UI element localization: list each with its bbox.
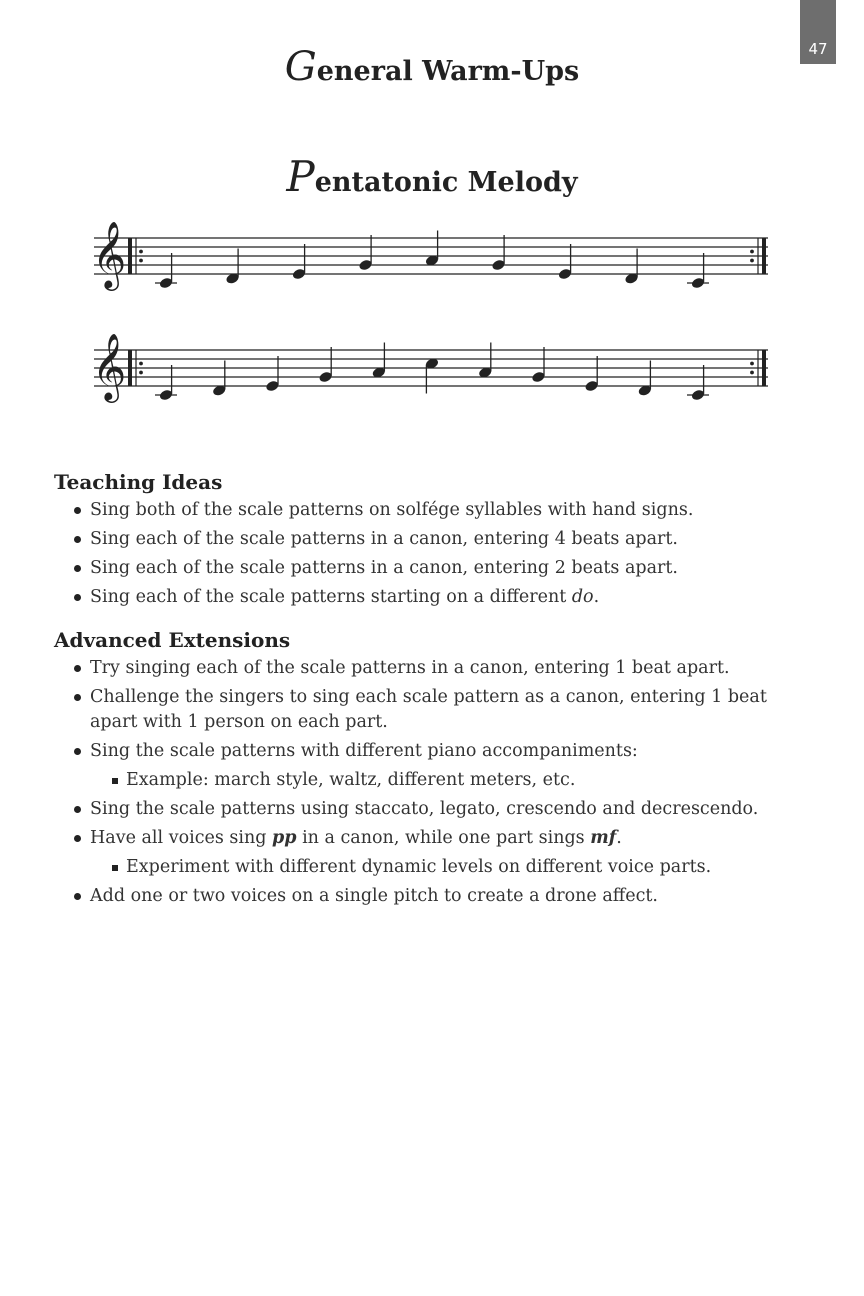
note-C4: [687, 365, 709, 401]
chapter-title-initial: G: [284, 44, 317, 90]
note-A4: [425, 231, 440, 267]
list-item-text: Have all voices sing: [90, 828, 273, 848]
content: [54, 468, 794, 925]
list-item-text-end: .: [593, 587, 600, 607]
note-A4: [478, 343, 493, 379]
list-item: Sing each of the scale patterns in a canon, entering 4 beats apart.: [54, 527, 794, 552]
repeat-dot: [750, 259, 754, 263]
advanced-extensions-heading: Advanced Extensions: [54, 628, 291, 652]
treble-clef-icon: 𝄞: [92, 220, 127, 288]
list-item: [54, 585, 794, 610]
repeat-dot: [139, 362, 143, 366]
section-title-rest: entatonic Melody: [314, 167, 578, 198]
section-title-initial: P: [286, 152, 315, 201]
list-item: Challenge the singers to sing each scale pattern as a canon, entering 1 beat apart with 1 person on each part.: [54, 685, 794, 735]
list-item: [54, 826, 794, 880]
repeat-dot: [139, 250, 143, 254]
list-item-text: Sing each of the scale patterns starting on a different: [90, 587, 572, 607]
note-C4: [687, 253, 709, 289]
note-G4: [358, 235, 373, 271]
list-item: Add one or two voices on a single pitch to create a drone affect.: [54, 884, 794, 909]
note-E4: [265, 356, 280, 392]
repeat-dot: [750, 362, 754, 366]
treble-clef-icon: 𝄞: [92, 332, 127, 400]
note-G4: [318, 347, 333, 383]
list-item: Sing the scale patterns using staccato, legato, crescendo and decrescendo.: [54, 797, 794, 822]
repeat-dot: [750, 371, 754, 375]
chapter-title: [0, 44, 864, 90]
sub-list: [90, 768, 794, 793]
repeat-dot: [139, 371, 143, 375]
note-E4: [584, 356, 599, 392]
repeat-start-thick-bar: [128, 238, 132, 274]
advanced-extensions-list: [54, 656, 794, 909]
note-D4: [225, 249, 240, 285]
repeat-end-thick-bar: [762, 350, 766, 386]
sub-list-item: Example: march style, waltz, different meters, etc.: [90, 768, 794, 793]
note-E4: [558, 244, 573, 280]
dynamic-mf: mf: [590, 828, 617, 848]
note-D4: [637, 361, 652, 397]
note-G4: [531, 347, 546, 383]
repeat-start-thick-bar: [128, 350, 132, 386]
list-item-text: Sing the scale patterns with different piano accompaniments:: [90, 741, 638, 761]
note-D4: [624, 249, 639, 285]
note-A4: [371, 343, 386, 379]
repeat-dot: [139, 259, 143, 263]
sub-list: [90, 855, 794, 880]
list-item: Sing each of the scale patterns in a canon, entering 2 beats apart.: [54, 556, 794, 581]
list-item-text-mid: in a canon, while one part sings: [296, 828, 591, 848]
repeat-dot: [750, 250, 754, 254]
list-item-emphasis: do: [571, 587, 594, 607]
note-C4: [155, 365, 177, 401]
note-E4: [292, 244, 307, 280]
teaching-ideas-list: [54, 498, 794, 610]
note-G4: [491, 235, 506, 271]
section-title: [0, 152, 864, 201]
chapter-title-rest: eneral Warm-Ups: [316, 56, 580, 87]
list-item: Sing both of the scale patterns on solfége syllables with hand signs.: [54, 498, 794, 523]
note-C5: [425, 357, 440, 393]
list-item: [54, 739, 794, 793]
music-staff-1: [86, 220, 786, 300]
note-C4: [155, 253, 177, 289]
sub-list-item: Experiment with different dynamic levels on different voice parts.: [90, 855, 794, 880]
dynamic-pp: pp: [272, 828, 297, 848]
list-item-text-end: .: [616, 828, 622, 848]
list-item: Try singing each of the scale patterns in a canon, entering 1 beat apart.: [54, 656, 794, 681]
teaching-ideas-heading: Teaching Ideas: [54, 470, 223, 494]
music-staff-2: [86, 332, 786, 412]
page-number: 47: [808, 40, 828, 58]
repeat-end-thick-bar: [762, 238, 766, 274]
note-D4: [212, 361, 227, 397]
